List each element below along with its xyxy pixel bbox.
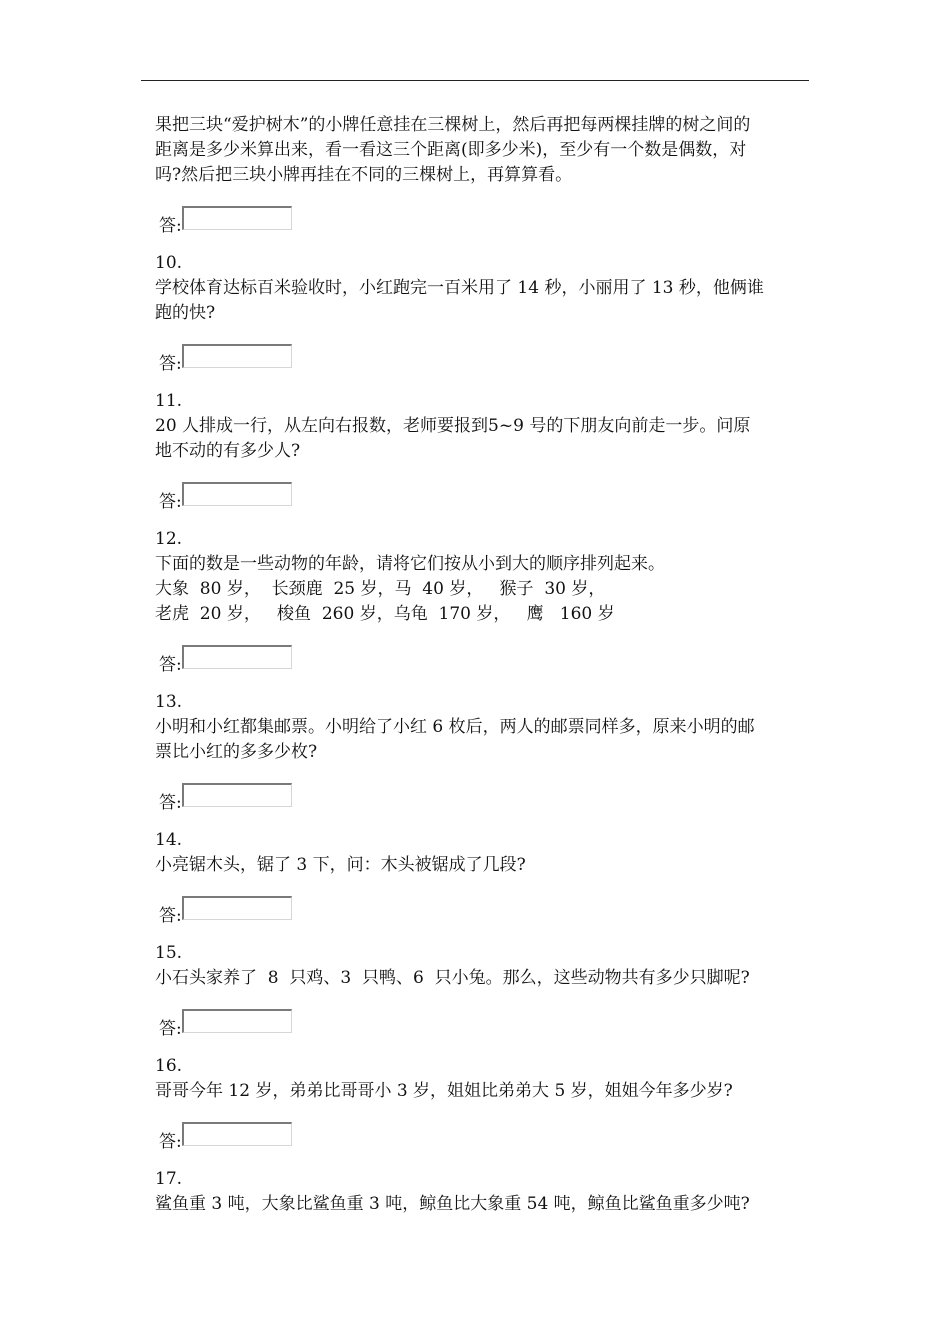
question-14: [155, 828, 820, 878]
answer-label: 答:: [159, 793, 182, 813]
text-line: 哥哥今年 12 岁，弟弟比哥哥小 3 岁，姐姐比弟弟大 5 岁，姐姐今年多少岁?: [155, 1081, 733, 1101]
text-line: 跑的快?: [155, 303, 216, 323]
question-number: 15.: [155, 943, 183, 963]
question-11: [155, 389, 820, 464]
question-16: [155, 1054, 820, 1104]
question-13: [155, 690, 820, 765]
question-number: 12.: [155, 529, 183, 549]
text-line: 老虎 20 岁， 梭鱼 260 岁，乌龟 170 岁， 鹰 160 岁: [155, 604, 615, 624]
answer-label: 答:: [159, 216, 182, 236]
question-number: 14.: [155, 830, 183, 850]
answer-label: 答:: [159, 492, 182, 512]
text-line: 距离是多少米算出来，看一看这三个距离(即多少米)，至少有一个数是偶数，对: [155, 140, 747, 160]
intro-text: [155, 113, 820, 188]
answer-row: [155, 206, 820, 236]
answer-input[interactable]: [182, 206, 292, 230]
answer-row: [155, 344, 820, 374]
text-line: 小亮锯木头，锯了 3 下，问：木头被锯成了几段?: [155, 855, 526, 875]
text-line: 20 人排成一行，从左向右报数，老师要报到5~9 号的下朋友向前走一步。问原: [155, 416, 751, 436]
answer-row: [155, 1009, 820, 1039]
text-line: 学校体育达标百米验收时，小红跑完一百米用了 14 秒，小丽用了 13 秒，他俩谁: [155, 278, 764, 298]
text-line: 大象 80 岁， 长颈鹿 25 岁，马 40 岁， 猴子 30 岁，: [155, 579, 606, 599]
answer-label: 答:: [159, 655, 182, 675]
answer-input[interactable]: [182, 896, 292, 920]
text-line: 地不动的有多少人?: [155, 441, 301, 461]
answer-input[interactable]: [182, 482, 292, 506]
text-line: 果把三块“爱护树木”的小牌任意挂在三棵树上，然后再把每两棵挂牌的树之间的: [155, 115, 751, 135]
answer-row: [155, 896, 820, 926]
question-17: [155, 1167, 820, 1217]
answer-label: 答:: [159, 1132, 182, 1152]
answer-row: [155, 482, 820, 512]
question-10: [155, 251, 820, 326]
text-line: 小明和小红都集邮票。小明给了小红 6 枚后，两人的邮票同样多，原来小明的邮: [155, 717, 755, 737]
answer-input[interactable]: [182, 783, 292, 807]
answer-row: [155, 645, 820, 675]
answer-input[interactable]: [182, 645, 292, 669]
text-line: 鲨鱼重 3 吨，大象比鲨鱼重 3 吨，鲸鱼比大象重 54 吨，鲸鱼比鲨鱼重多少吨?: [155, 1194, 750, 1214]
answer-input[interactable]: [182, 344, 292, 368]
question-15: [155, 941, 820, 991]
question-number: 11.: [155, 391, 183, 411]
answer-label: 答:: [159, 354, 182, 374]
question-number: 13.: [155, 692, 183, 712]
answer-label: 答:: [159, 1019, 182, 1039]
answer-input[interactable]: [182, 1009, 292, 1033]
question-number: 16.: [155, 1056, 183, 1076]
answer-row: [155, 783, 820, 813]
header-rule: [141, 80, 809, 81]
answer-label: 答:: [159, 906, 182, 926]
answer-row: [155, 1122, 820, 1152]
text-line: 下面的数是一些动物的年龄，请将它们按从小到大的顺序排列起来。: [155, 554, 665, 574]
question-12: [155, 527, 820, 627]
worksheet: [155, 113, 820, 1217]
text-line: 吗?然后把三块小牌再挂在不同的三棵树上，再算算看。: [155, 165, 573, 185]
text-line: 小石头家养了 8 只鸡、3 只鸭、6 只小兔。那么，这些动物共有多少只脚呢?: [155, 968, 750, 988]
question-number: 17.: [155, 1169, 183, 1189]
question-number: 10.: [155, 253, 183, 273]
text-line: 票比小红的多多少枚?: [155, 742, 318, 762]
answer-input[interactable]: [182, 1122, 292, 1146]
